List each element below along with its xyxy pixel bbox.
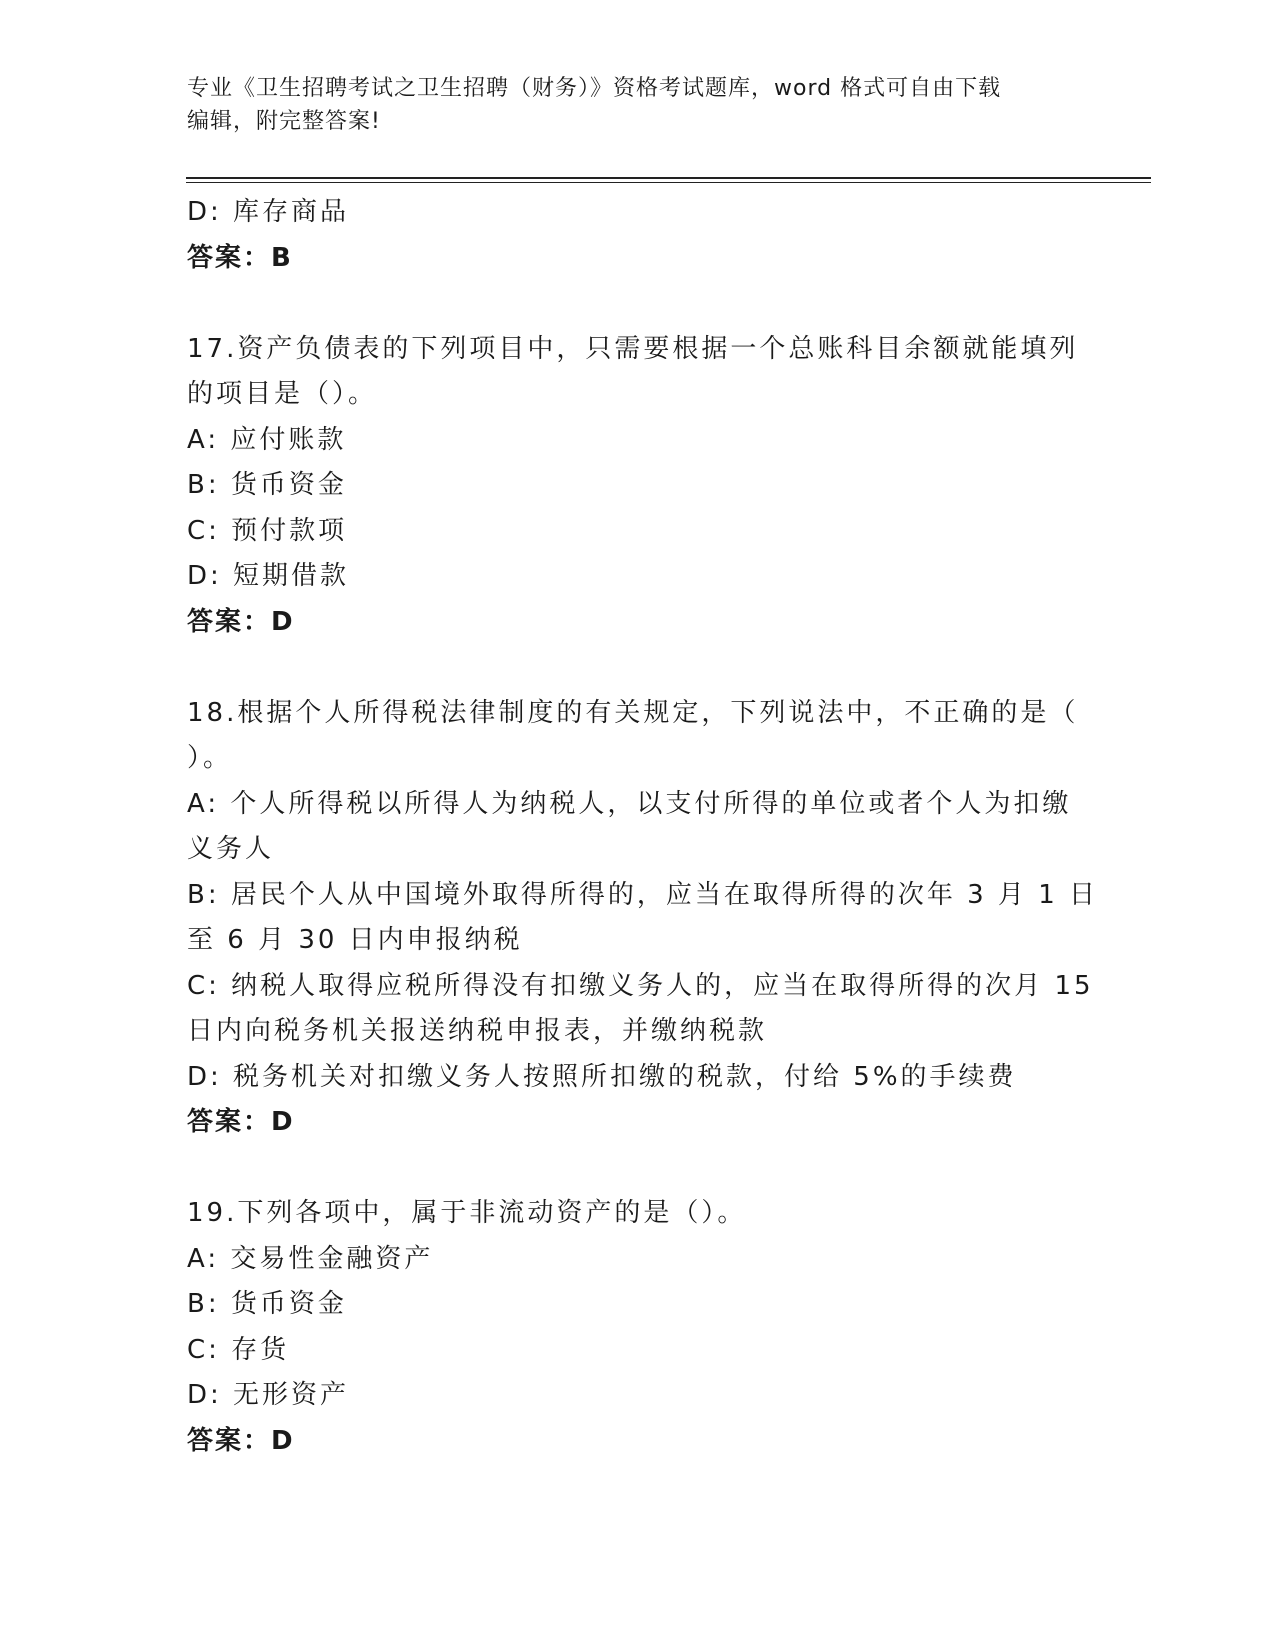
header-line: 专业《卫生招聘考试之卫生招聘（财务）》资格考试题库，word 格式可自由下载 <box>187 76 1002 101</box>
option-b: B: 货币资金 <box>187 1289 347 1319</box>
question-17 <box>187 327 1087 646</box>
question-stem: ）。 <box>187 743 233 773</box>
answer: 答案：B <box>187 242 293 273</box>
spacer <box>187 1146 1087 1192</box>
header-divider-thick <box>186 177 1151 179</box>
option-b: B: 居民个人从中国境外取得所得的，应当在取得所得的次年 3 月 1 日 <box>187 879 1099 910</box>
question-list <box>187 190 1099 1464</box>
answer: 答案：D <box>187 1425 295 1456</box>
header-divider-thin <box>186 182 1151 183</box>
question-stem: 的项目是（）。 <box>187 379 378 409</box>
question-19 <box>187 1191 1087 1464</box>
option-a: 义务人 <box>187 834 275 864</box>
option-d: D: 税务机关对扣缴义务人按照所扣缴的税款，付给 5%的手续费 <box>187 1061 1017 1092</box>
header-line: 编辑，附完整答案! <box>187 109 381 134</box>
option-c: C: 存货 <box>187 1334 290 1365</box>
option-b: B: 货币资金 <box>187 470 347 500</box>
question-stem: 17.资产负债表的下列项目中，只需要根据一个总账科目余额就能填列 <box>187 333 1079 364</box>
option-a: A: 交易性金融资产 <box>187 1243 434 1274</box>
spacer <box>187 645 1087 691</box>
option-d: D: 库存商品 <box>187 197 350 227</box>
option-d: D: 无形资产 <box>187 1380 350 1410</box>
option-a: A: 个人所得税以所得人为纳税人，以支付所得的单位或者个人为扣缴 <box>187 788 1072 819</box>
spacer <box>187 281 1087 327</box>
document-header <box>187 72 1067 138</box>
answer: 答案：D <box>187 606 295 637</box>
option-c: C: 纳税人取得应税所得没有扣缴义务人的，应当在取得所得的次月 15 <box>187 970 1094 1001</box>
option-b: 至 6 月 30 日内申报纳税 <box>187 925 523 955</box>
option-c: C: 预付款项 <box>187 515 348 546</box>
option-c: 日内向税务机关报送纳税申报表，并缴纳税款 <box>187 1016 768 1046</box>
option-a: A: 应付账款 <box>187 424 347 455</box>
option-d: D: 短期借款 <box>187 561 350 591</box>
answer: 答案：D <box>187 1107 295 1137</box>
question-18 <box>187 691 1099 1146</box>
question-stem: 18.根据个人所得税法律制度的有关规定，下列说法中，不正确的是（ <box>187 697 1079 728</box>
question-stem: 19.下列各项中，属于非流动资产的是（）。 <box>187 1198 747 1228</box>
